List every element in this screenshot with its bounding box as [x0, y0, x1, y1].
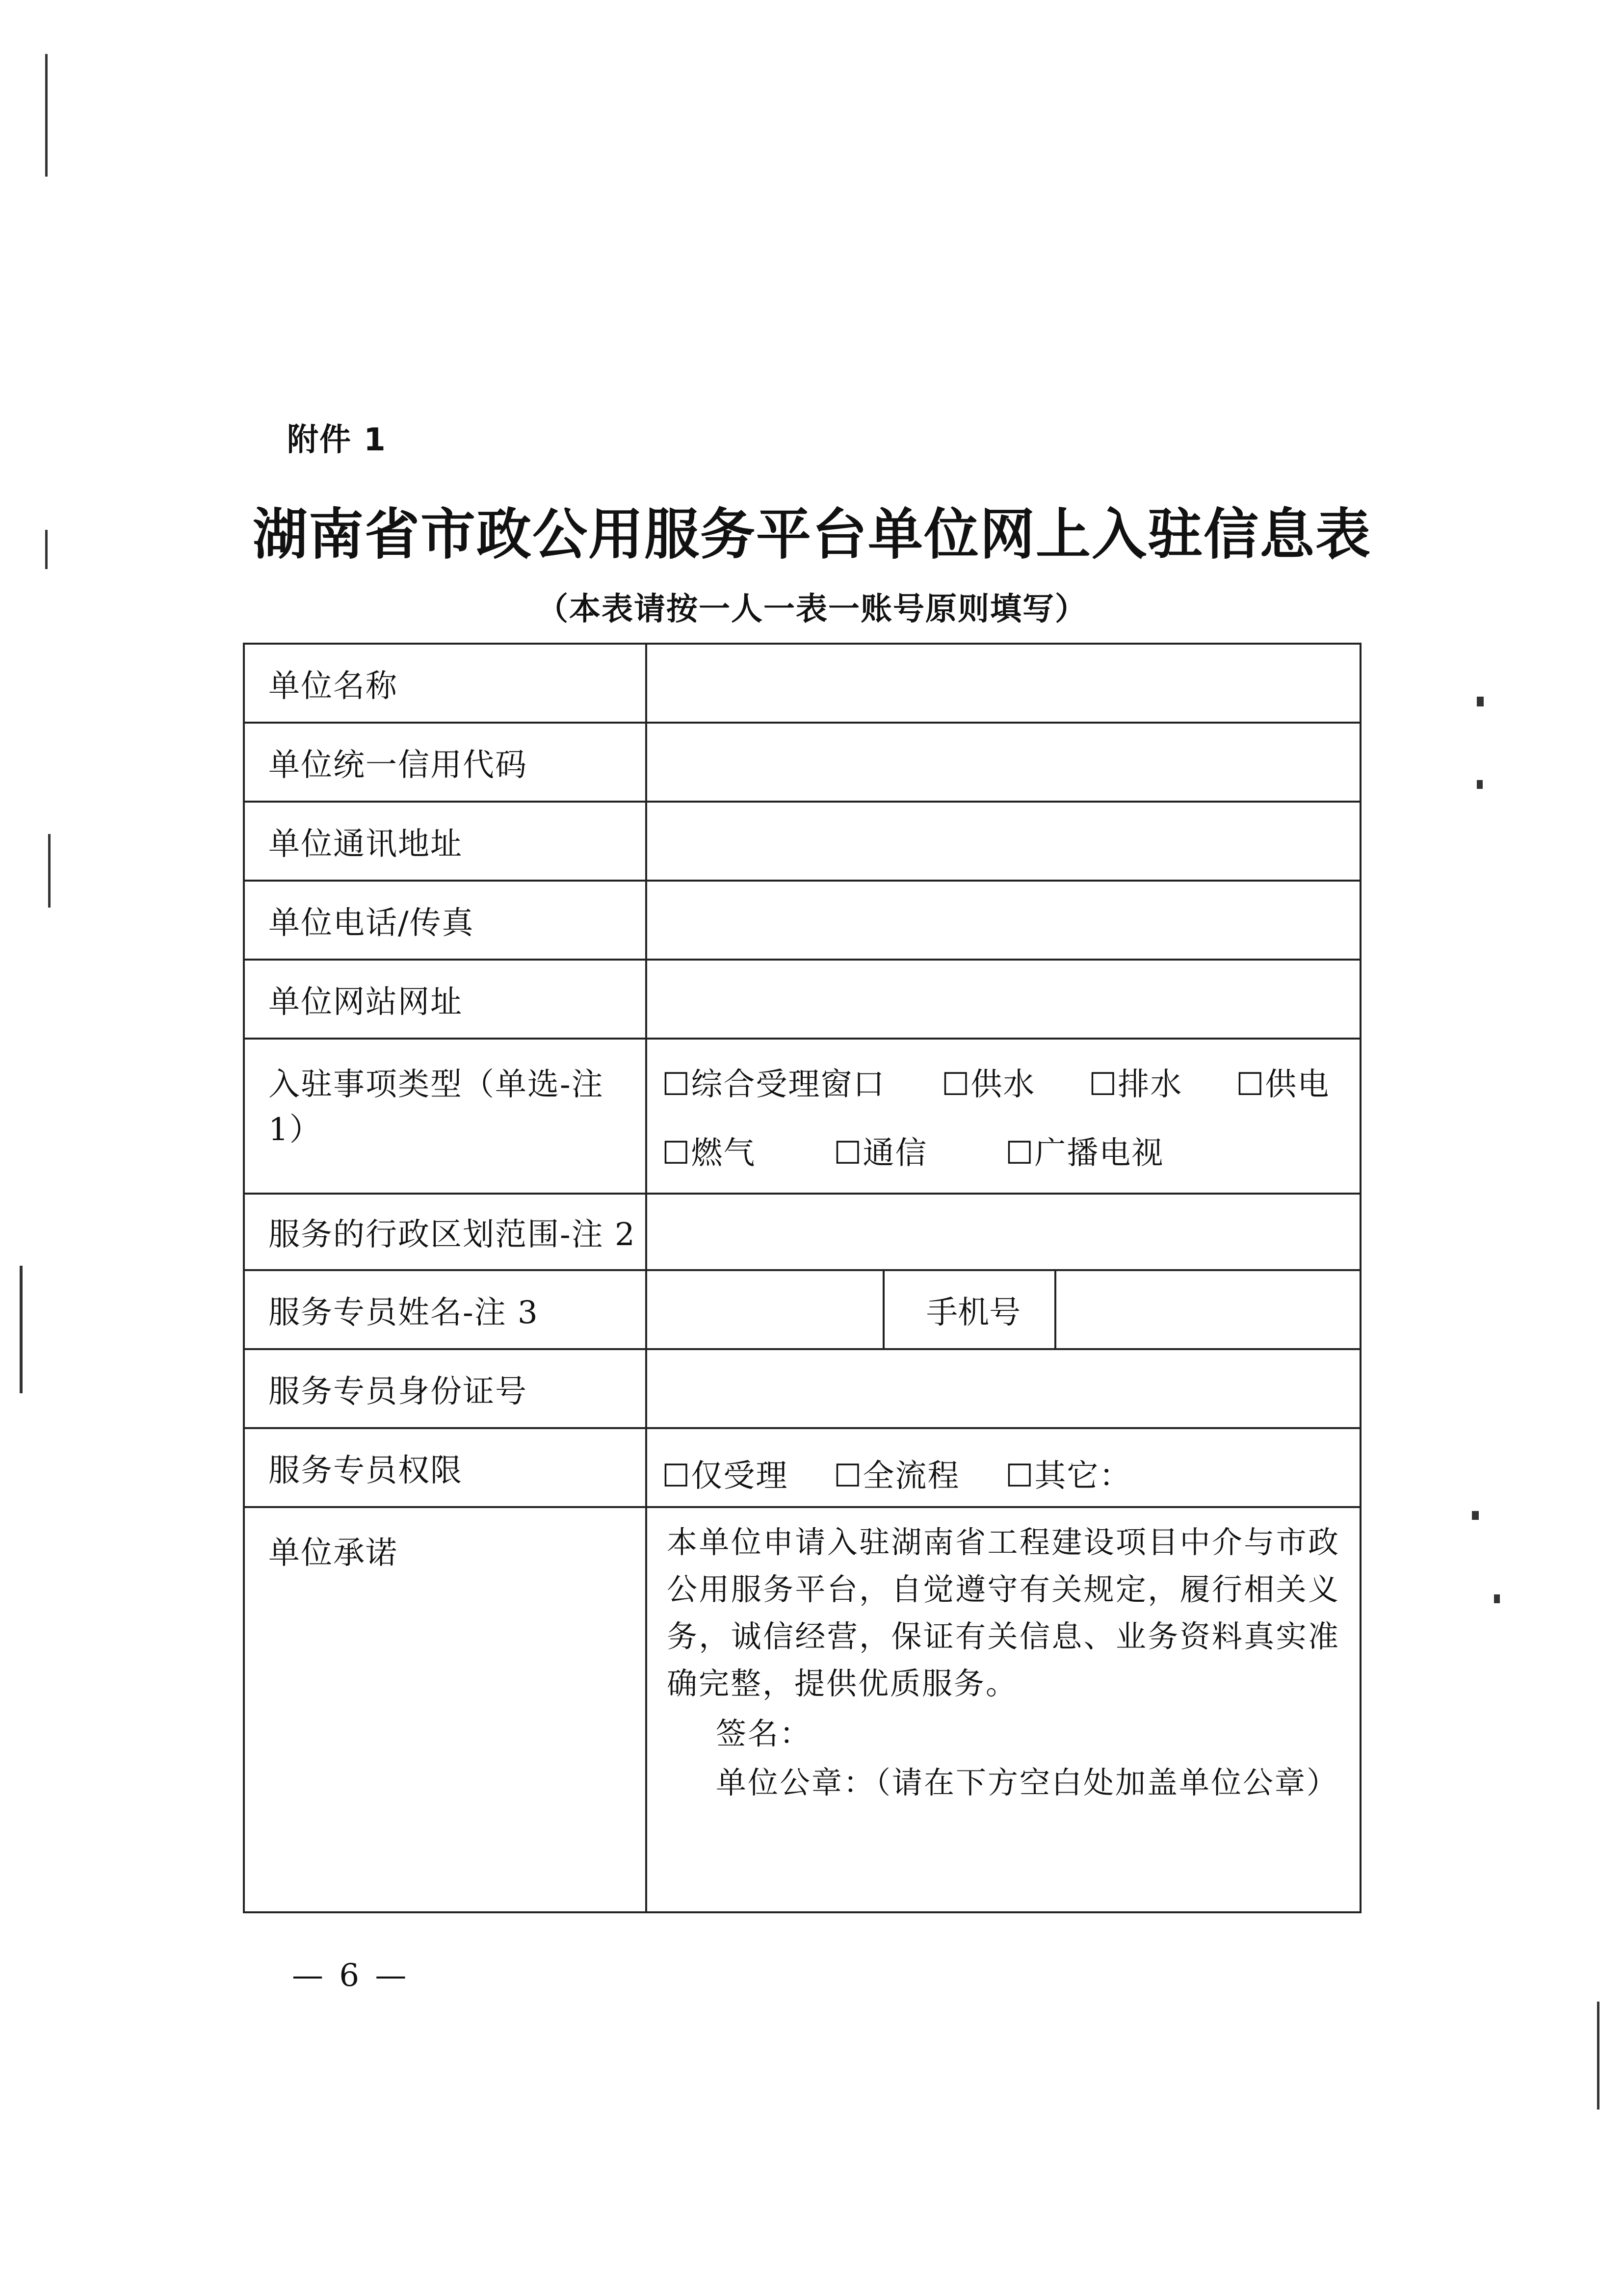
scan-edge-mark	[45, 54, 48, 177]
row-website	[243, 959, 1362, 1040]
label-credit-code: 单位统一信用代码	[245, 724, 647, 801]
credit-code-field[interactable]	[647, 724, 1360, 801]
page-number: — 6 —	[292, 1957, 410, 1994]
label-phone-fax: 单位电话/传真	[245, 882, 647, 959]
label-specialist-id: 服务专员身份证号	[245, 1350, 647, 1427]
specialist-id-field[interactable]	[647, 1350, 1360, 1427]
scan-edge-mark	[48, 834, 51, 908]
row-region	[243, 1193, 1362, 1271]
service-type-option[interactable]: ☐供水	[942, 1067, 1036, 1103]
service-type-option[interactable]: ☐广播电视	[1005, 1135, 1164, 1172]
service-type-option[interactable]: ☐供电	[1236, 1067, 1330, 1103]
label-address: 单位通讯地址	[245, 803, 647, 880]
scan-dot	[1477, 780, 1483, 789]
row-specialist-id	[243, 1348, 1362, 1429]
service-type-options	[647, 1040, 1360, 1193]
row-credit-code	[243, 722, 1362, 803]
seal-label: 单位公章：（请在下方空白处加盖单位公章）	[716, 1765, 1339, 1800]
mobile-field[interactable]	[1056, 1271, 1360, 1348]
specialist-name-field[interactable]	[647, 1271, 883, 1348]
permission-option[interactable]: ☐全流程	[834, 1458, 960, 1494]
label-commitment: 单位承诺	[245, 1508, 647, 1911]
row-phone-fax	[243, 880, 1362, 961]
form-title: 湖南省市政公用服务平台单位网上入驻信息表	[253, 503, 1371, 567]
label-permission: 服务专员权限	[245, 1429, 647, 1506]
label-region: 服务的行政区划范围-注 2	[245, 1195, 647, 1269]
label-website: 单位网站网址	[245, 961, 647, 1038]
permission-options	[647, 1429, 1360, 1506]
attachment-label: 附件 1	[287, 422, 387, 458]
row-service-type	[243, 1038, 1362, 1195]
signature-label: 签名：	[716, 1716, 812, 1751]
label-unit-name: 单位名称	[245, 645, 647, 722]
scan-dot	[1472, 1511, 1479, 1520]
label-mobile: 手机号	[926, 1294, 1021, 1331]
unit-name-field[interactable]	[647, 645, 1360, 722]
service-type-option[interactable]: ☐综合受理窗口	[662, 1067, 886, 1103]
specialist-cells	[647, 1271, 1360, 1348]
permission-option[interactable]: ☐其它：	[1005, 1458, 1132, 1494]
address-field[interactable]	[647, 803, 1360, 880]
commitment-cell	[647, 1508, 1360, 1911]
row-permission	[243, 1427, 1362, 1508]
service-type-option[interactable]: ☐燃气	[662, 1135, 756, 1172]
scan-dot	[1494, 1594, 1500, 1603]
form-subtitle: （本表请按一人一表一账号原则填写）	[537, 591, 1087, 627]
service-type-option[interactable]: ☐排水	[1089, 1067, 1183, 1103]
scan-edge-mark	[20, 1266, 23, 1393]
row-address	[243, 801, 1362, 882]
commitment-text: 本单位申请入驻湖南省工程建设项目中介与市政公用服务平台，自觉遵守有关规定，履行相关义务，诚信经营，保证有关信息、业务资料真实准确完整，提供优质服务。	[667, 1524, 1340, 1701]
region-field[interactable]	[647, 1195, 1360, 1269]
cell-divider	[883, 1271, 885, 1348]
website-field[interactable]	[647, 961, 1360, 1038]
row-specialist-name	[243, 1269, 1362, 1350]
permission-option[interactable]: ☐仅受理	[662, 1458, 788, 1494]
row-commitment	[243, 1506, 1362, 1913]
scan-dot	[1477, 697, 1484, 706]
info-form-table	[243, 643, 1362, 1913]
scan-edge-mark	[1597, 2002, 1599, 2110]
label-service-type: 入驻事项类型（单选-注 1）	[245, 1040, 647, 1193]
row-unit-name	[243, 643, 1362, 724]
phone-fax-field[interactable]	[647, 882, 1360, 959]
label-specialist-name: 服务专员姓名-注 3	[245, 1271, 647, 1348]
service-type-option[interactable]: ☐通信	[834, 1135, 928, 1172]
